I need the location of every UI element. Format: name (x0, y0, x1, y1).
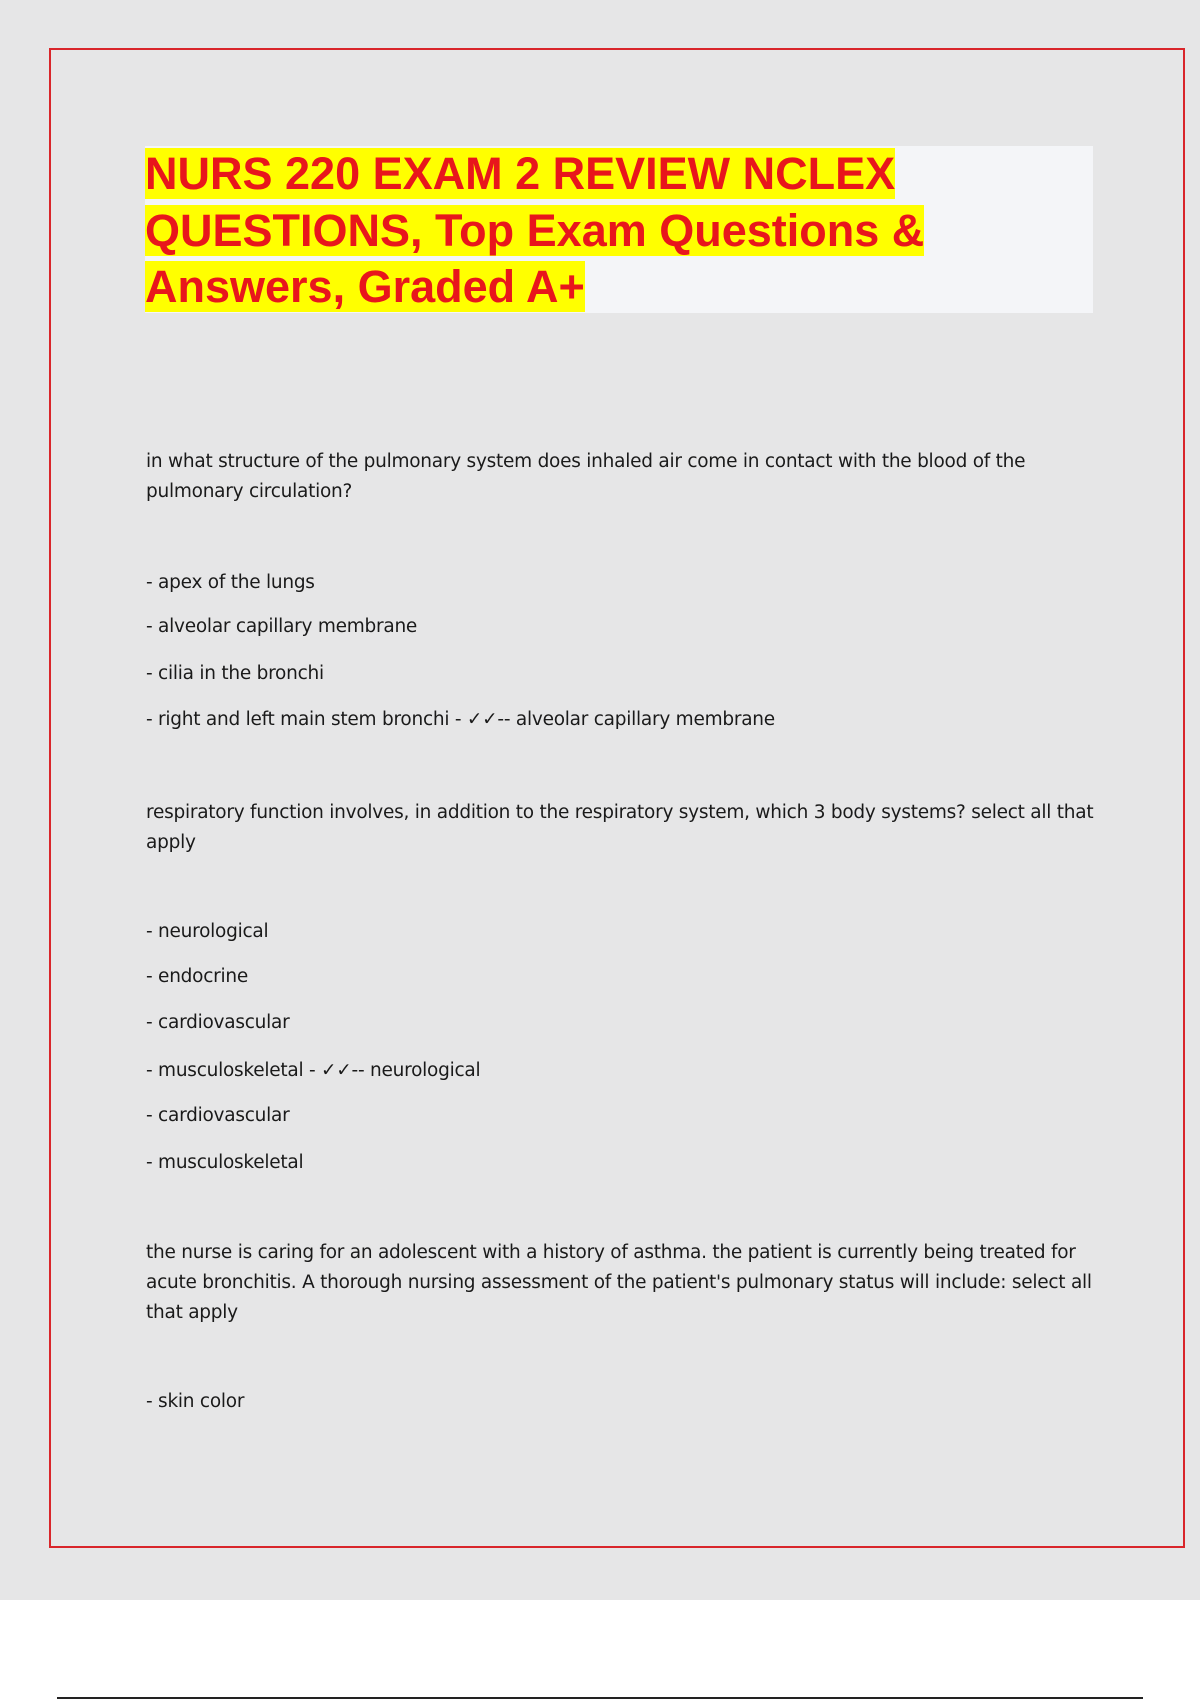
question-2-option-6: - musculoskeletal (146, 1152, 304, 1173)
question-2-option-5: - cardiovascular (146, 1105, 290, 1126)
question-2-text: respiratory function involves, in addition to the respiratory system, which 3 body systems? select all that apply (146, 802, 1094, 853)
footer-rule (57, 1697, 1143, 1699)
question-1-option-1: - apex of the lungs (146, 572, 315, 593)
question-2-option-2: - endocrine (146, 966, 248, 987)
question-2-option-3: - cardiovascular (146, 1012, 290, 1033)
question-2-option-1: - neurological (146, 921, 269, 942)
question-1-option-4: - right and left main stem bronchi - ✓✓-- alveolar capillary membrane (146, 709, 775, 730)
question-1-option-3: - cilia in the bronchi (146, 663, 324, 684)
question-3-text: the nurse is caring for an adolescent with a history of asthma. the patient is currently being treated for acute bronchitis. A thorough nursing assessment of the patient's pulmonary status will include: select all that apply (146, 1242, 1092, 1323)
title-highlight: NURS 220 EXAM 2 REVIEW NCLEX QUESTIONS, Top Exam Questions & Answers, Graded A+ (145, 148, 925, 312)
question-1-option-2: - alveolar capillary membrane (146, 616, 418, 637)
question-3-option-1: - skin color (146, 1391, 245, 1412)
document-title (145, 146, 1005, 316)
question-2-option-4: - musculoskeletal - ✓✓-- neurological (146, 1060, 481, 1081)
question-1-text: in what structure of the pulmonary system does inhaled air come in contact with the blood of the pulmonary circulation? (146, 451, 1026, 502)
